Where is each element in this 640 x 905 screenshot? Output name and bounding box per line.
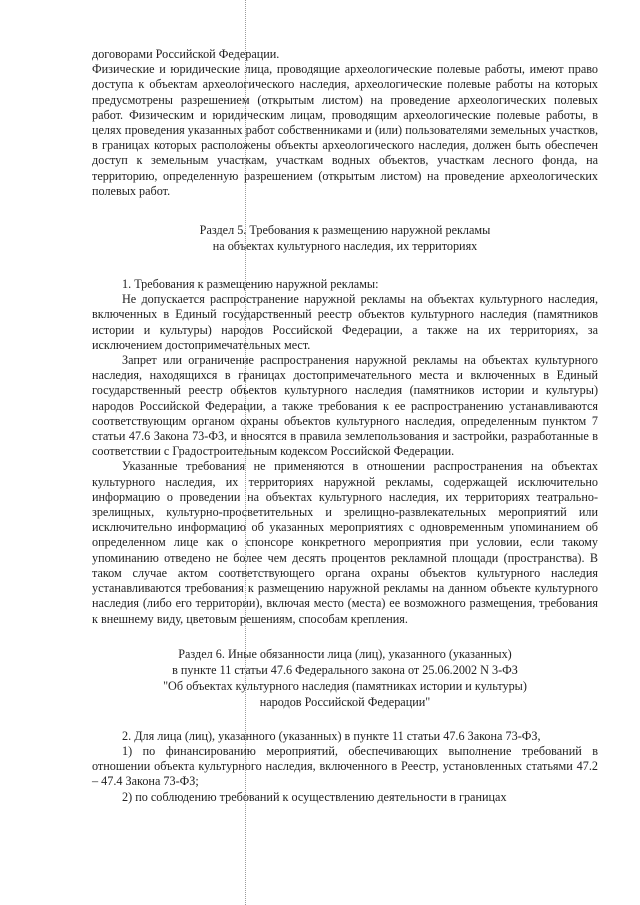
paragraph-obligations-intro: 2. Для лица (лиц), указанного (указанных) в пункте 11 статьи 47.6 Закона 73-ФЗ, [122,728,541,743]
section-6-heading-line-2: в пункте 11 статьи 47.6 Федерального закона от 25.06.2002 N 3-ФЗ [172,662,518,677]
paragraph-advertising-requirements: 1. Требования к размещению наружной рекламы: [122,277,379,292]
section-5-heading-line-1: Раздел 5. Требования к размещению наружной рекламы [199,223,491,238]
paragraph-obligation-financing: 1) по финансированию мероприятий, обеспечивающих выполнение требований в отношении объекта культурного наследия, включенного в Реестр, установленных статьями 47.2 – 47.4 Закона 73-ФЗ; [92,743,598,789]
paragraph-obligation-compliance: 2) по соблюдению требований к осуществлению деятельности в границах [122,789,507,804]
paragraph-advertising-restriction: Запрет или ограничение распространения наружной рекламы на объектах культурного наследия, находящихся в границах достопримечательного места и включенных в Единый государственный реестр объектов культурного наследия (памятников истории и культуры) народов Российской Федерации, а также требования к ее распространению устанавливаются соответствующим органом охраны объектов культурного наследия, определенным пунктом 7 статьи 47.6 Закона 73-ФЗ, и вносятся в правила землепользования и застройки, разработанные в соответствии с Градостроительным кодексом Российской Федерации. [92,353,598,459]
section-5-heading-line-2: на объектах культурного наследия, их территориях [212,239,478,254]
section-6-heading-line-1: Раздел 6. Иные обязанности лица (лиц), указанного (указанных) [178,646,512,661]
paragraph-advertising-ban: Не допускается распространение наружной рекламы на объектах культурного наследия, включенных в Единый государственный реестр объектов культурного наследия (памятников истории и культуры) народов Российской Федерации, а также на их территориях, за исключением достопримечательных мест. [92,292,598,352]
paragraph-archaeology-access: Физические и юридические лица, проводящие археологические полевые работы, имеют право доступа к объектам археологического наследия, археологические полевые работы на которых предусмотрены разрешением (открытым листом) на проведение археологических полевых работ. Физическим и юридическим лицам, проводящим археологические полевые работы, в целях проведения указанных работ собственниками и (или) пользователями земельных участков, в границах которых расположены объекты археологического наследия, должен быть обеспечен доступ к земельным участкам, участкам водных объектов, участкам лесного фонда, на территорию, определенную разрешением (открытым листом) на проведение археологических полевых работ. [92,62,598,198]
section-6-heading-line-4: народов Российской Федерации" [259,694,431,709]
paragraph-advertising-exceptions: Указанные требования не применяются в отношении распространения на объектах культурного наследия, их территориях наружной рекламы, содержащей исключительно информацию о проведении на объектах культурного наследия, их территориях театрально-зрелищных, культурно-просветительных и зрелищно-развлекательных мероприятий или исключительно информацию об указанных мероприятиях с одновременным упоминанием об определенном лице как о спонсоре конкретного мероприятия при условии, если такому упоминанию отведено не более чем десять процентов рекламной площади (пространства). В таком случае актом соответствующего органа охраны объектов культурного наследия устанавливаются требования к размещению наружной рекламы на данном объекте культурного наследия (либо его территории), включая место (места) ее возможного размещения, требования к внешнему виду, цветовым решениям, способам крепления. [92,459,598,626]
section-6-heading-line-3: "Об объектах культурного наследия (памятниках истории и культуры) [163,678,527,693]
paragraph-treaty-end: договорами Российской Федерации. [92,47,280,61]
document-body [92,47,598,805]
